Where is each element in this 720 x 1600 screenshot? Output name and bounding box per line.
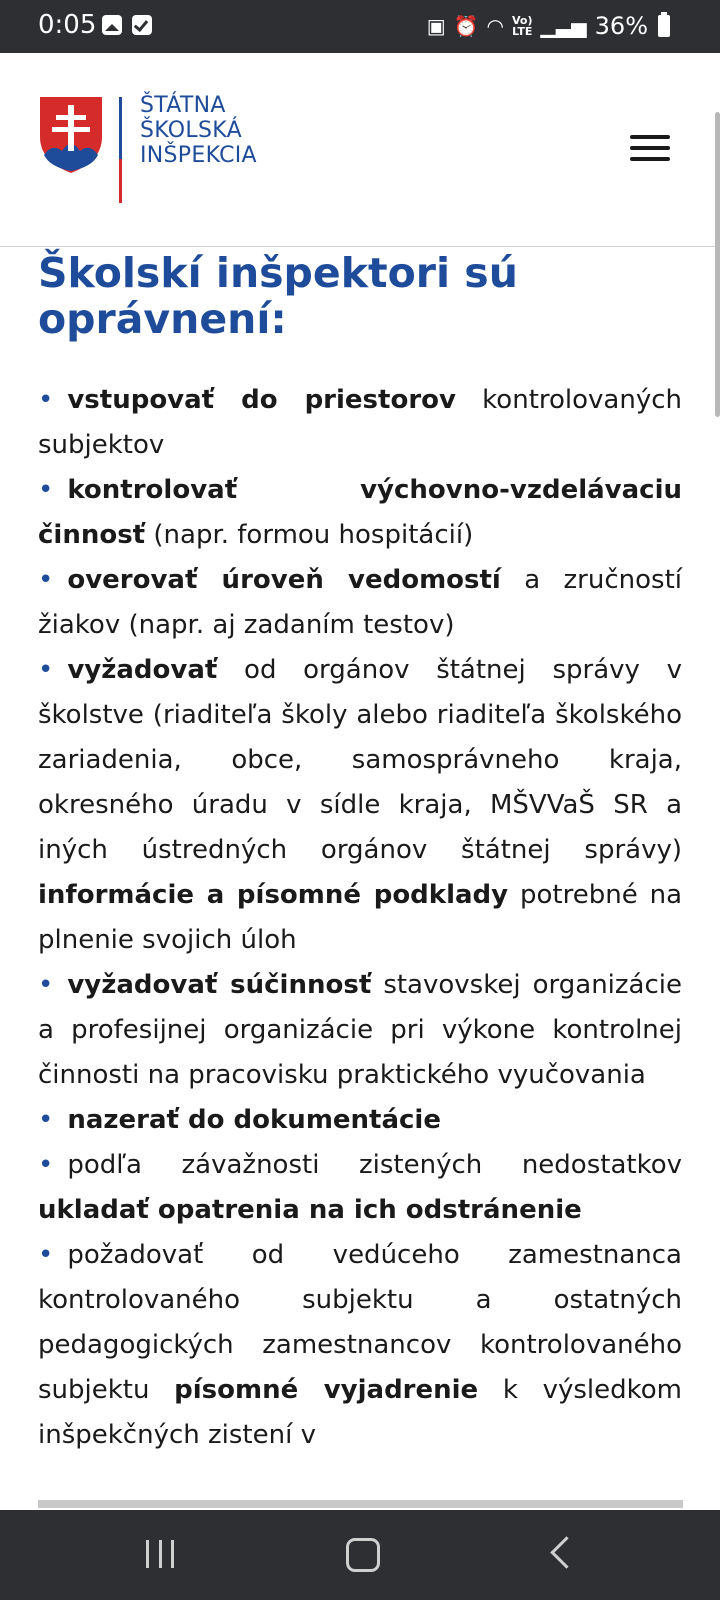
rights-list (38, 378, 682, 1458)
task-notification-icon (132, 15, 152, 35)
list-item (38, 963, 682, 1098)
list-item (38, 648, 682, 963)
emphasis-text: kontrolovať výchovno-vzdelávaciu činnosť (38, 475, 682, 550)
home-icon[interactable] (346, 1538, 380, 1572)
nfc-icon: ▣ (426, 14, 446, 38)
list-item (38, 558, 682, 648)
body-text: podľa závažnosti zistených nedostatkov (67, 1150, 682, 1180)
body-text: požadovať od vedúceho zamestnanca kontrolovaného subjektu a ostatných pedagogických zamestnancov kontrolovaného subjektu (38, 1240, 682, 1405)
slovak-crest-icon[interactable] (40, 97, 102, 173)
page-title: Školskí inšpektori sú oprávnení: (38, 249, 518, 343)
body-text: stavovskej organizácie a profesijnej organizácie pri výkone kontrolnej činnosti na pracovisku praktického vyučovania (38, 970, 683, 1090)
wifi-icon: ◠ (486, 14, 504, 38)
page-scrollbar[interactable] (715, 112, 720, 417)
bullet-icon: • (38, 475, 54, 505)
alarm-icon: ⏰ (453, 14, 479, 38)
body-text: od orgánov štátnej správy v školstve (riaditeľa školy alebo riaditeľa školského zariadenia, obce, samosprávneho kraja, okresného úradu v sídle kraja, MŠVVaŠ SR a iných ústredných orgánov štátnej správy) (38, 655, 682, 865)
list-item (38, 1143, 682, 1233)
logo-divider (119, 97, 122, 203)
hamburger-menu-icon[interactable] (630, 135, 670, 165)
bullet-icon: • (38, 970, 54, 1000)
list-item (38, 468, 682, 558)
logo-line: INŠPEKCIA (140, 143, 257, 168)
status-bar (0, 0, 720, 53)
battery-icon (658, 15, 670, 37)
signal-icon: ▁▃▅ (540, 14, 587, 38)
bullet-icon: • (38, 1150, 54, 1180)
list-item (38, 1098, 682, 1143)
emphasis-text: ukladať opatrenia na ich odstránenie (38, 1195, 582, 1225)
bullet-icon: • (38, 1105, 54, 1135)
emphasis-text: informácie a písomné podklady (38, 880, 509, 910)
content-bottom-edge (38, 1500, 683, 1508)
emphasis-text: overovať úroveň vedomostí (67, 565, 501, 595)
body-text: a zručností žiakov (napr. aj zadaním testov) (38, 565, 682, 640)
logo-line: ŠTÁTNA (140, 93, 226, 118)
site-logo-text[interactable] (140, 93, 257, 168)
logo-line: ŠKOLSKÁ (140, 118, 242, 143)
emphasis-text: nazerať do dokumentácie (67, 1105, 441, 1135)
status-right (427, 12, 670, 40)
bullet-icon: • (38, 385, 54, 415)
bullet-icon: • (38, 565, 54, 595)
bullet-icon: • (38, 655, 54, 685)
bullet-icon: • (38, 1240, 54, 1270)
emphasis-text: písomné vyjadrenie (174, 1375, 479, 1405)
emphasis-text: vstupovať do priestorov (67, 385, 456, 415)
body-text: (napr. formou hospitácií) (145, 520, 474, 550)
volte-indicator: Vo) LTE (512, 14, 533, 38)
body-text: potrebné na plnenie svojich úloh (38, 880, 683, 955)
gallery-notification-icon (102, 15, 122, 35)
battery-percent: 36% (594, 12, 648, 40)
notification-icons (102, 15, 152, 35)
body-text: kontrolovaných subjektov (38, 385, 683, 460)
recent-apps-icon[interactable] (146, 1540, 174, 1568)
list-item (38, 1233, 682, 1458)
emphasis-text: vyžadovať súčinnosť (67, 970, 372, 1000)
emphasis-text: vyžadovať (67, 655, 218, 685)
site-header (0, 53, 720, 247)
main-content (38, 250, 682, 1458)
body-text: k výsledkom inšpekčných zistení v (38, 1375, 682, 1450)
status-time: 0:05 (38, 10, 97, 40)
list-item (38, 378, 682, 468)
